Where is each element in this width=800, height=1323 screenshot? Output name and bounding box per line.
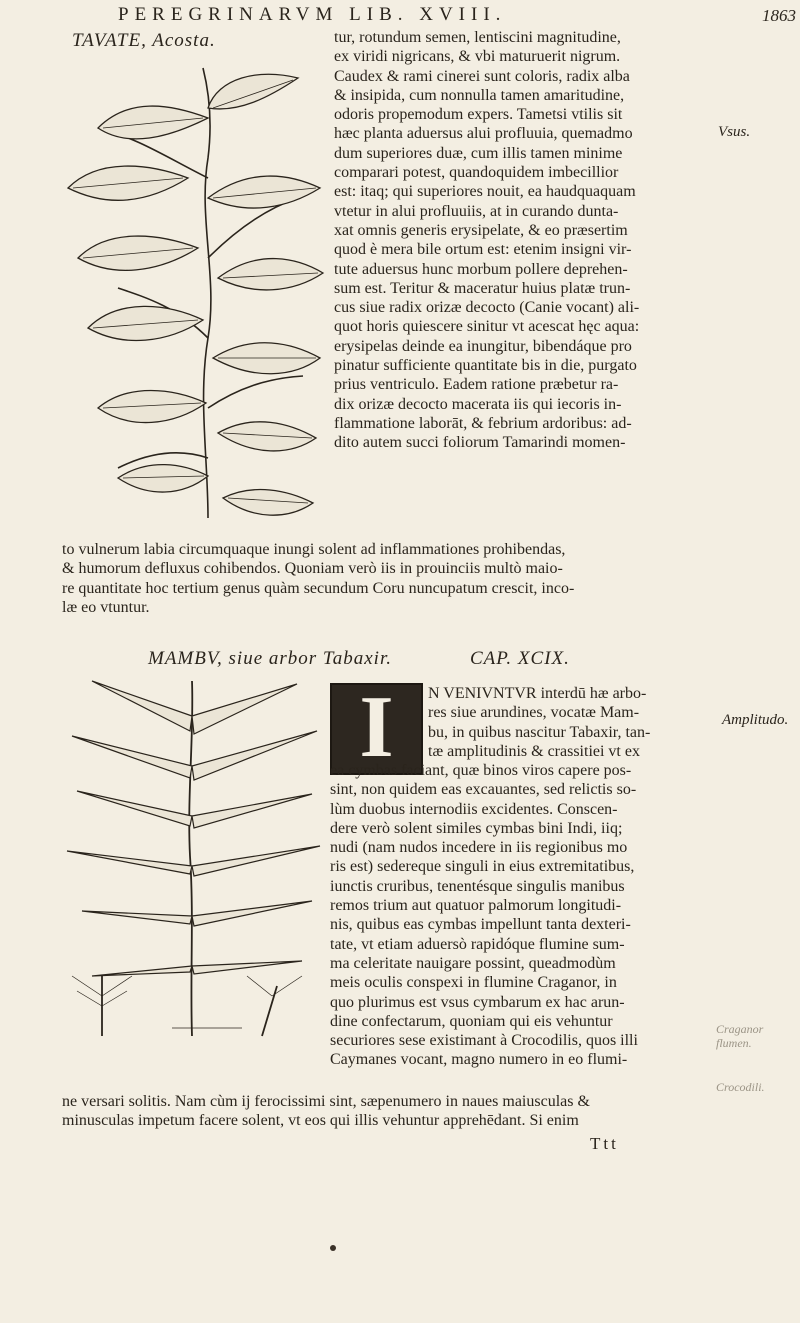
text-line: iunctis cruribus, tenentésque singulis manibus	[330, 877, 625, 895]
text-line: & humorum defluxus cohibendos. Quoniam verò iis in prouinciis multò maio-	[62, 560, 563, 578]
text-line: nis, quibus eas cymbas impellunt tanta dexteri-	[330, 916, 631, 934]
text-line: dito autem succi foliorum Tamarindi momen-	[334, 434, 626, 452]
drop-cap-letter: I	[359, 683, 394, 775]
text-line: dere verò solent similes cymbas bini Indi, iiq;	[330, 819, 623, 837]
text-line: quod è mera bile ortum est: etenim insigni vir-	[334, 241, 632, 259]
text-line: bu, in quibus nascitur Tabaxir, tan-	[428, 723, 651, 741]
chapter-heading: CAP. XCIX.	[470, 648, 570, 669]
text-line: comparari potest, quandoquidem imbecillior	[334, 164, 619, 182]
text-line: dix orizæ decocto macerata iis qui iecoris in-	[334, 395, 622, 413]
tavate-text-column	[334, 28, 714, 453]
mambu-text-full	[62, 1092, 726, 1131]
mambu-text-dropcap-lines	[428, 684, 718, 761]
margin-note-usus: Vsus.	[718, 124, 751, 140]
text-line: est: itaq; qui superiores nouit, ea haudquaquam	[334, 183, 636, 201]
text-line: cus siue radix orizæ decocto (Canie vocant) ali-	[334, 299, 640, 317]
text-line: tute aduersus hunc morbum pollere deprehen-	[334, 260, 628, 278]
tavate-text-full	[62, 540, 722, 617]
plate-caption-mambu: MAMBV, siue arbor Tabaxir.	[148, 648, 392, 669]
running-title: PEREGRINARVM LIB. XVIII.	[118, 4, 507, 25]
text-line: lùm duobus internodiis excidentes. Conscen-	[330, 800, 618, 818]
page-number: 1863	[762, 6, 796, 25]
text-line: tate, vt etiam aduersò rapidóque flumine sum-	[330, 935, 625, 953]
ink-spot	[330, 1245, 336, 1251]
text-line: ris est) sedereque singuli in eius extremitatibus,	[330, 858, 635, 876]
text-line: nudi (nam nudos incedere in iis regionibus mo	[330, 839, 628, 857]
plate-caption-tavate: TAVATE, Acosta.	[72, 30, 216, 51]
text-line: res siue arundines, vocatæ Mam-	[428, 704, 640, 722]
margin-note-craganor: Craganor flumen.	[716, 1022, 764, 1050]
signature-mark: Ttt	[590, 1134, 619, 1153]
mambu-text-column	[330, 761, 714, 1070]
text-line: hæc planta aduersus alui profluuia, quemadmo	[334, 125, 633, 143]
margin-note-crocodili: Crocodili.	[716, 1080, 765, 1094]
text-line: securiores sese existimant à Crocodilis, quos illi	[330, 1032, 638, 1050]
text-line: N VENIVNTVR interdū hæ arbo-	[428, 685, 647, 702]
text-line: pinatur sufficiente quantitate bis in die, purgato	[334, 357, 637, 375]
text-line: & insipida, cum nonnulla tamen amaritudine,	[334, 86, 625, 104]
text-line: minusculas impetum facere solent, vt eos qui illis vehuntur apprehēdant. Si enim	[62, 1112, 579, 1130]
text-line: dum superiores duæ, cum illis tamen minime	[334, 144, 623, 162]
text-line: Caymanes vocant, magno numero in eo flumi-	[330, 1051, 628, 1069]
text-line: prius ventriculo. Eadem ratione præbetur ra-	[334, 376, 619, 394]
text-line: ea cymbas faciant, quæ binos viros capere pos-	[330, 762, 632, 779]
text-line: vtetur in alui profluuiis, at in curando dunta-	[334, 202, 619, 220]
text-line: flammatione laborāt, & febrium ardoribus: ad-	[334, 414, 632, 432]
text-line: remos trium aut quatuor palmorum longitudi-	[330, 897, 622, 915]
text-line: quot horis quiescere sinitur vt acescat hęc aqua:	[334, 318, 640, 336]
text-line: ne versari solitis. Nam cùm ij ferocissimi sint, sæpenumero in naues maiusculas &	[62, 1093, 590, 1110]
text-line: odoris propemodum expers. Tametsi vtilis sit	[334, 106, 623, 124]
text-line: ex viridi nigricans, & vbi maturuerit nigrum.	[334, 48, 621, 66]
text-line: sint, non quidem eas excauantes, sed relictis so-	[330, 781, 637, 799]
text-line: quo plurimus est vsus cymbarum ex hac arun-	[330, 993, 625, 1011]
mambu-plant-woodcut	[62, 676, 324, 1038]
text-line: dine confectarum, quoniam qui eis vehuntur	[330, 1012, 613, 1030]
text-line: xat omnis generis erysipelate, & eo præsertim	[334, 221, 628, 239]
text-line: Caudex & rami cinerei sunt coloris, radix alba	[334, 67, 630, 85]
text-line: tæ amplitudinis & crassitiei vt ex	[428, 742, 640, 760]
text-line: meis oculis conspexi in flumine Craganor, in	[330, 974, 617, 992]
tavate-plant-woodcut	[58, 58, 328, 528]
text-line: to vulnerum labia circumquaque inungi solent ad inflammationes prohibendas,	[62, 541, 566, 558]
page-header	[0, 4, 800, 26]
text-line: re quantitate hoc tertium genus quàm secundum Coru nuncupatum crescit, inco-	[62, 579, 575, 597]
text-line: tur, rotundum semen, lentiscini magnitudine,	[334, 29, 621, 46]
text-line: ma celeritate nauigare possint, queadmodùm	[330, 954, 616, 972]
margin-note-amplitudo: Amplitudo.	[722, 712, 789, 728]
text-line: erysipelas deinde ea inungitur, bibendáque pro	[334, 337, 632, 355]
text-line: sum est. Teritur & maceratur huius platæ trun-	[334, 279, 631, 297]
text-line: læ eo vtuntur.	[62, 598, 150, 616]
